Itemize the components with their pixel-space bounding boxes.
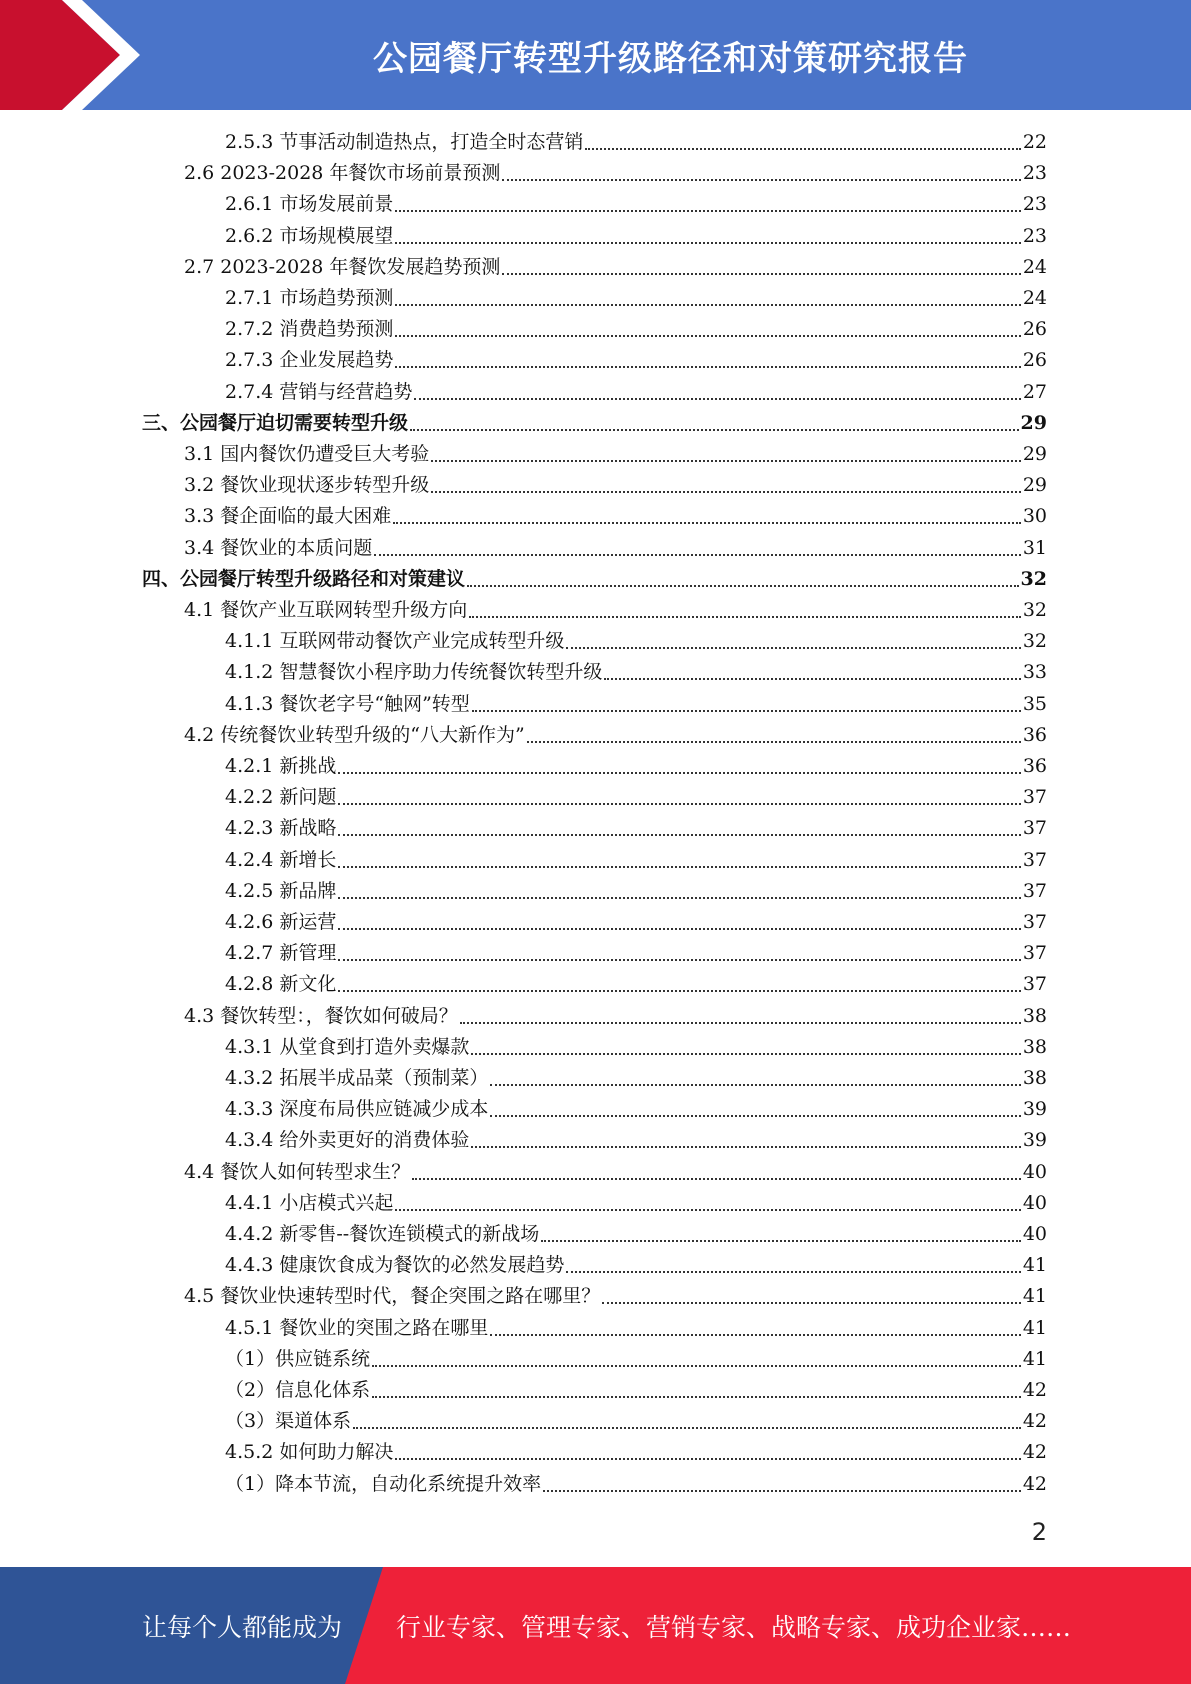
toc-entry-page: 42 (1022, 1410, 1047, 1433)
toc-entry-page: 23 (1022, 193, 1047, 216)
toc-entry[interactable] (225, 221, 1047, 252)
toc-entry-page: 38 (1022, 1004, 1047, 1027)
toc-entry[interactable] (225, 876, 1047, 907)
toc-entry[interactable] (225, 1469, 1047, 1500)
toc-entry-title: 4.2.5 新品牌 (225, 879, 337, 902)
toc-entry-page: 37 (1022, 817, 1047, 840)
toc-entry[interactable] (184, 533, 1047, 564)
toc-dot-leader (338, 928, 1020, 930)
toc-entry[interactable] (225, 1406, 1047, 1437)
footer-slogan-right: 行业专家、管理专家、营销专家、战略专家、成功企业家…… (396, 1612, 1072, 1642)
toc-entry[interactable] (225, 189, 1047, 220)
toc-dot-leader (374, 554, 1021, 556)
toc-entry-page: 41 (1022, 1316, 1047, 1339)
toc-entry-title: （1）降本节流，自动化系统提升效率 (225, 1472, 542, 1495)
toc-entry-title: 3.4 餐饮业的本质问题 (184, 536, 373, 559)
toc-dot-leader (502, 179, 1020, 181)
toc-entry[interactable] (225, 626, 1047, 657)
toc-entry[interactable] (225, 782, 1047, 813)
toc-entry-title: 4.1.3 餐饮老字号“触网”转型 (225, 692, 470, 715)
toc-entry[interactable] (225, 345, 1047, 376)
toc-entry-page: 27 (1022, 380, 1047, 403)
toc-entry[interactable] (225, 1313, 1047, 1344)
page-number: 2 (1031, 1518, 1047, 1546)
toc-entry-title: 2.7.3 企业发展趋势 (225, 349, 394, 372)
toc-dot-leader (412, 1178, 1021, 1180)
toc-dot-leader (471, 1146, 1020, 1148)
toc-dot-leader (602, 1302, 1021, 1304)
toc-dot-leader (338, 959, 1020, 961)
footer-banner (0, 1567, 1191, 1684)
toc-entry-page: 29 (1022, 474, 1047, 497)
toc-dot-leader (585, 148, 1020, 150)
toc-dot-leader (566, 647, 1020, 649)
toc-entry-title: 3.3 餐企面临的最大困难 (184, 505, 392, 528)
toc-entry-title: 2.7.1 市场趋势预测 (225, 287, 394, 309)
toc-entry[interactable] (225, 127, 1047, 158)
toc-entry[interactable] (225, 377, 1047, 408)
toc-dot-leader (543, 1490, 1021, 1492)
toc-entry-title: 3.2 餐饮业现状逐步转型升级 (184, 474, 430, 497)
toc-dot-leader (541, 1240, 1021, 1242)
toc-entry-title: 2.7.2 消费趋势预测 (225, 318, 394, 341)
toc-entry-title: 4.4.2 新零售--餐饮连锁模式的新战场 (225, 1223, 540, 1245)
toc-entry-page: 29 (1020, 411, 1047, 434)
toc-entry[interactable] (225, 1188, 1047, 1219)
toc-entry[interactable] (225, 1125, 1047, 1156)
toc-entry-title: 3.1 国内餐饮仍遭受巨大考验 (184, 443, 430, 465)
toc-entry[interactable] (225, 1437, 1047, 1468)
toc-entry[interactable] (225, 1375, 1047, 1406)
toc-entry[interactable] (184, 595, 1047, 626)
toc-entry-page: 31 (1022, 536, 1047, 559)
toc-entry-page: 37 (1022, 942, 1047, 965)
toc-entry-title: 4.2.6 新运营 (225, 911, 337, 933)
toc-entry[interactable] (225, 1344, 1047, 1375)
toc-dot-leader (395, 304, 1020, 306)
toc-dot-leader (338, 897, 1020, 899)
toc-dot-leader (472, 710, 1021, 712)
toc-entry[interactable] (225, 1032, 1047, 1063)
toc-entry-page: 37 (1022, 848, 1047, 871)
toc-dot-leader (395, 1209, 1020, 1211)
toc-entry-title: 2.7.4 营销与经营趋势 (225, 380, 413, 403)
toc-entry-page: 41 (1022, 1347, 1047, 1370)
toc-entry-title: （1）供应链系统 (225, 1347, 371, 1370)
toc-entry-page: 40 (1022, 1191, 1047, 1214)
toc-entry-title: 4.2.2 新问题 (225, 786, 337, 809)
toc-entry[interactable] (225, 657, 1047, 688)
toc-entry-page: 40 (1022, 1160, 1047, 1183)
toc-entry-page: 42 (1022, 1441, 1047, 1464)
toc-dot-leader (353, 1427, 1021, 1429)
toc-dot-leader (410, 429, 1019, 431)
toc-entry-page: 38 (1022, 1067, 1047, 1089)
toc-entry[interactable] (225, 969, 1047, 1000)
toc-entry-title: 2.7 2023-2028 年餐饮发展趋势预测 (184, 255, 501, 278)
toc-entry-title: 4.2 传统餐饮业转型升级的“八大新作为” (184, 723, 525, 746)
toc-entry[interactable] (225, 813, 1047, 844)
toc-entry-title: 2.6.2 市场规模展望 (225, 224, 394, 247)
toc-dot-leader (469, 616, 1021, 618)
toc-dot-leader (395, 242, 1020, 244)
header-banner (0, 0, 1191, 110)
toc-entry-title: 4.1.1 互联网带动餐饮产业完成转型升级 (225, 630, 565, 653)
toc-entry-title: 4.4.1 小店模式兴起 (225, 1191, 394, 1214)
toc-dot-leader (395, 1458, 1020, 1460)
toc-entry-page: 35 (1022, 692, 1047, 715)
toc-entry-title: 4.5 餐饮业快速转型时代，餐企突围之路在哪里？ (184, 1285, 601, 1308)
toc-entry-title: 4.4.3 健康饮食成为餐饮的必然发展趋势 (225, 1254, 565, 1277)
toc-entry[interactable] (225, 283, 1047, 314)
toc-entry-title: 4.3 餐饮转型：，餐饮如何破局？ (184, 1004, 458, 1027)
toc-entry-title: （2）信息化体系 (225, 1379, 371, 1401)
toc-entry-title: 三、公园餐厅迫切需要转型升级 (142, 411, 409, 434)
toc-dot-leader (338, 834, 1020, 836)
toc-dot-leader (393, 522, 1021, 524)
toc-entry-title: 2.5.3 节事活动制造热点，打造全时态营销 (225, 131, 584, 153)
toc-entry[interactable] (184, 252, 1047, 283)
toc-entry-page: 26 (1022, 349, 1047, 372)
footer-slogan-left: 让每个人都能成为 (142, 1612, 343, 1642)
toc-entry-page: 26 (1022, 318, 1047, 341)
toc-entry-title: 4.1 餐饮产业互联网转型升级方向 (184, 599, 468, 621)
toc-entry-page: 37 (1022, 786, 1047, 809)
toc-entry[interactable] (142, 408, 1047, 439)
toc-entry[interactable] (225, 1250, 1047, 1281)
toc-dot-leader (372, 1396, 1021, 1398)
toc-dot-leader (414, 398, 1020, 400)
toc-entry-page: 40 (1022, 1223, 1047, 1245)
toc-entry-page: 24 (1022, 287, 1047, 309)
toc-entry-page: 33 (1022, 661, 1047, 684)
report-title: 公园餐厅转型升级路径和对策研究报告 (373, 38, 968, 79)
toc-entry[interactable] (184, 720, 1047, 751)
toc-dot-leader (460, 1022, 1021, 1024)
toc-entry-page: 22 (1022, 131, 1047, 153)
toc-entry-page: 38 (1022, 1035, 1047, 1058)
toc-entry-title: 4.2.1 新挑战 (225, 755, 337, 777)
toc-entry[interactable] (184, 470, 1047, 501)
toc-entry-title: 4.2.8 新文化 (225, 973, 337, 996)
toc-entry-page: 23 (1022, 224, 1047, 247)
toc-dot-leader (395, 210, 1020, 212)
toc-entry[interactable] (225, 751, 1047, 782)
toc-entry-page: 32 (1020, 567, 1047, 590)
toc-entry-page: 32 (1022, 630, 1047, 653)
toc-entry-title: 4.3.3 深度布局供应链减少成本 (225, 1098, 489, 1121)
toc-entry[interactable] (184, 439, 1047, 470)
toc-entry-page: 42 (1022, 1472, 1047, 1495)
toc-entry-title: 4.5.2 如何助力解决 (225, 1441, 394, 1464)
toc-entry-page: 36 (1022, 755, 1047, 777)
toc-entry-title: （3）渠道体系 (225, 1410, 352, 1433)
toc-dot-leader (604, 678, 1020, 680)
toc-dot-leader (502, 273, 1020, 275)
toc-entry-page: 32 (1022, 599, 1047, 621)
toc-dot-leader (490, 1334, 1020, 1336)
toc-entry-title: 四、公园餐厅转型升级路径和对策建议 (142, 567, 466, 590)
toc-entry[interactable] (225, 1063, 1047, 1094)
toc-entry-title: 4.1.2 智慧餐饮小程序助力传统餐饮转型升级 (225, 661, 603, 684)
toc-entry[interactable] (184, 1281, 1047, 1312)
toc-dot-leader (431, 491, 1021, 493)
toc-dot-leader (395, 366, 1020, 368)
toc-entry-page: 37 (1022, 973, 1047, 996)
toc-entry-title: 4.2.7 新管理 (225, 942, 337, 965)
toc-entry[interactable] (184, 158, 1047, 189)
toc-entry-title: 2.6 2023-2028 年餐饮市场前景预测 (184, 162, 501, 185)
toc-entry-page: 36 (1022, 723, 1047, 746)
toc-entry[interactable] (225, 1094, 1047, 1125)
toc-entry-page: 30 (1022, 505, 1047, 528)
toc-entry-title: 4.5.1 餐饮业的突围之路在哪里 (225, 1316, 489, 1339)
toc-entry-page: 29 (1022, 443, 1047, 465)
toc-entry-page: 42 (1022, 1379, 1047, 1401)
toc-dot-leader (490, 1115, 1020, 1117)
toc-entry[interactable] (225, 907, 1047, 938)
toc-entry-page: 37 (1022, 911, 1047, 933)
toc-entry-page: 39 (1022, 1098, 1047, 1121)
toc-entry-page: 39 (1022, 1129, 1047, 1152)
toc-dot-leader (395, 335, 1020, 337)
toc-dot-leader (338, 803, 1020, 805)
toc-entry-page: 41 (1022, 1285, 1047, 1308)
toc-dot-leader (467, 585, 1019, 587)
toc-dot-leader (338, 772, 1020, 774)
toc-entry-title: 4.3.2 拓展半成品菜（预制菜） (225, 1067, 489, 1089)
toc-entry[interactable] (225, 938, 1047, 969)
header-arrow-decoration (0, 0, 150, 110)
toc-entry[interactable] (184, 1001, 1047, 1032)
toc-entry[interactable] (184, 501, 1047, 532)
toc-dot-leader (527, 741, 1021, 743)
toc-entry-page: 23 (1022, 162, 1047, 185)
toc-entry[interactable] (225, 1219, 1047, 1250)
toc-dot-leader (338, 866, 1020, 868)
toc-dot-leader (338, 990, 1020, 992)
toc-entry-page: 37 (1022, 879, 1047, 902)
toc-entry[interactable] (225, 314, 1047, 345)
toc-dot-leader (372, 1365, 1021, 1367)
toc-dot-leader (471, 1053, 1020, 1055)
toc-entry-title: 4.2.4 新增长 (225, 848, 337, 871)
toc-entry[interactable] (184, 1157, 1047, 1188)
toc-entry-page: 41 (1022, 1254, 1047, 1277)
toc-entry[interactable] (225, 845, 1047, 876)
toc-dot-leader (490, 1084, 1020, 1086)
toc-entry-title: 4.3.4 给外卖更好的消费体验 (225, 1129, 470, 1152)
toc-entry[interactable] (225, 689, 1047, 720)
toc-entry-page: 24 (1022, 255, 1047, 278)
toc-dot-leader (566, 1271, 1020, 1273)
toc-entry-title: 4.2.3 新战略 (225, 817, 337, 840)
toc-dot-leader (431, 460, 1021, 462)
toc-entry-title: 2.6.1 市场发展前景 (225, 193, 394, 216)
toc-entry-title: 4.3.1 从堂食到打造外卖爆款 (225, 1035, 470, 1058)
toc-entry[interactable] (142, 564, 1047, 595)
toc-entry-title: 4.4 餐饮人如何转型求生？ (184, 1160, 411, 1183)
